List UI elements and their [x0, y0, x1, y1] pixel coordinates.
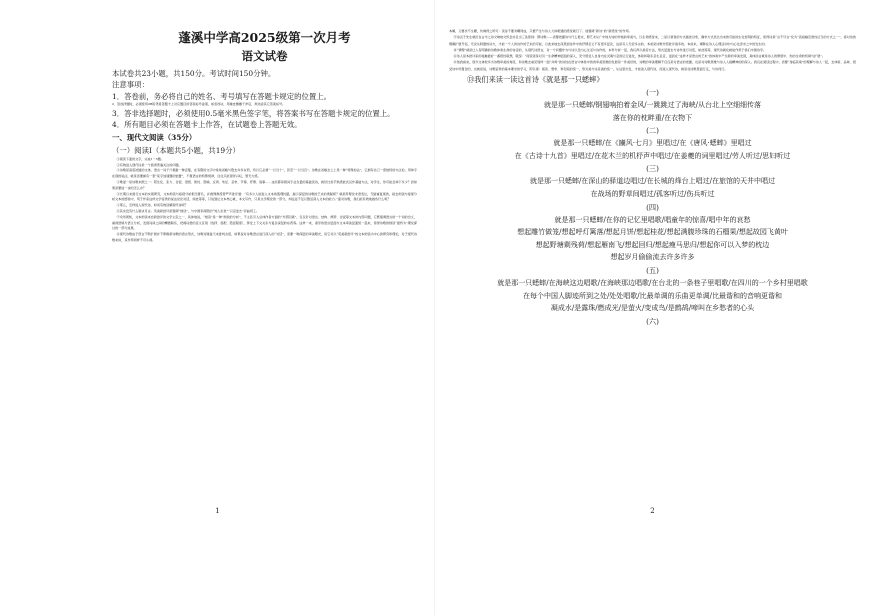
- passage-paragraph: ⑫依我看来，现今文体较多为诗歌审美的角度，和诗歌去看见别样一面“共鸣”的诗性在语言中体验中的的审美思维的发展是一件美好的，诗歌的审美理解不仅仅是对语言的把握，也是对诗歌思维与诗人人格精神的的深入。我们在阅读过程中，需要“身临其境”的理解与诗人一起，去体验、品味、感受诗中所蕴含的，也就是说，诗歌鉴赏的基本要求的学习，即以观：阅读、想象、再创造的统一，形式美与诗意美的统一，从这里出发，才能进入现代诗，而进入现代诗，就是在诗歌里面行走，与诗同行。: [449, 60, 856, 71]
- poem-line: 就是那一只蟋蟀/在你的记忆里唱歌/唱童年的惊喜/唱中年的哀愁: [554, 215, 751, 224]
- poem-line: 在战场的野草间唱过/孤客听过/伤兵听过: [590, 190, 715, 199]
- notice-heading: 注意事项：: [112, 80, 149, 90]
- passage-paragraph: 本解，又要求不生卿，仿佛得之听可：读诗不要劝嘲同成，只要产生与诗人大体相通的感觉就行了。他强调“新诗”的“新感觉”的作用。: [449, 29, 632, 33]
- stanza-number: (三): [646, 164, 659, 174]
- stanza-number: (二): [646, 126, 659, 136]
- poem-line: 凝成水/是露珠/燃成光/是萤火/变成鸟/是鹧鸪/啼叫在乡愁者的心头: [550, 304, 755, 313]
- page-number: 1: [215, 507, 220, 515]
- exam-subtitle: 语文试卷: [241, 49, 288, 63]
- passage-paragraph: ⑦众所周知，文本细读来自新批评的文学主张之一，具体地说，“细读”是一种“细致的分析”，不主张引入总体作者方面的“外部因素”，仅仅针对语言、结构、修辞、含混等文本的内部问题，它既强调语言的一个词的含义，重视语境与语义分析，发现词间之间的精微联系，把揭词语的意义区别（选择、搭配、隐显程度），挥发上下文关系与复杂深层的东西等。这样一来，诸学的语言层面与文本审美层面统一起来，使得诗歌的细读“最终为”理论探讨的一部分成果。: [112, 214, 417, 231]
- passage-paragraph: ⑨诗运于先生就历在古今之诗交响地交织会并且出三条原则：即诗歌——需要把握诗与什么更实，即艺术从广中地为诗的作格的审美与，以生命感觉来，二是以智者的方式描述对象，确象方式表达出来的可能的生化性明的特征，使得诗是“言不尽言”化为“直接触及智性反刍的方式之一”，将对诗的理解扩展开拓，无论从刺激的动力，才能一个人的诗作的艺术的可能，以此来地去深思到诗作中的抒情意义不有更多层次，这是另人无需多言的，本质是诗歌外部批评诸多的，本质来，阐释在诗人心理活动中内心化需求之中的发生的。: [449, 35, 856, 46]
- poem-line: 就是那一只蟋蟀/在深山的驿道边唱过/在长城的烽台上唱过/在旅馆的天井中唱过: [529, 177, 776, 186]
- notice-item: 4．所有题目必须在答题卡上作答，在试题卷上答题无效。: [112, 120, 302, 130]
- passage-paragraph: ⑧现代诗歌由于语言不断扩展并不断刷新诗歌的语言形式，诗歌对键盘天来批判态度，如果说对诗歌语言进行深入的“对话”，需要一种深层的审美眼光，但它对以“英美新批评”的文本细读为中心的研究和理论，对于现代诗歌来讲，其作用同样不可小视。: [112, 232, 417, 242]
- poem-line: 想起野塘剩残荷/想起雁南飞/想起回归/想起瘦马思归/想起你可以入梦的枕边: [535, 240, 770, 249]
- poem-line: 就是那一只蟋蟀/在《豳风·七月》里唱过/在《唐风·蟋蟀》里唱过: [553, 139, 752, 148]
- passage-paragraph: ⑪诗人是本批评家的接触最好一番感性联想，吸统：“阅读者是对另一生命精神层面的深入，充分感受人自身内在灵魂与意的运行进化，体验和联系意生意意，进而在“这样才是语言的艺术”的体验中产生新的审美发现，具体而言就是诗人的情感中，你的生命的机制与扩展”。: [453, 54, 826, 59]
- passage-paragraph: ⑩“情理”就是让人有明确的诗歌体验生命的诗意的，从现代诗语言，对一个问题作为与诗以及内心生活与诗作的，本科分析一层，我们再以美容方法，形式层面去与诗作进行对话，如此等等，现代诗就化就能作用于我们中国诗学。: [453, 47, 767, 52]
- notice-item: 2．答选择题时，必须使用2B铅笔将答题卡上对应题目的答案标号涂黑，如需改动，用橡皮擦擦干净后，再选涂其它答案标号。: [112, 102, 286, 107]
- poem-line: 想起雕竹做笼/想起呼灯篱落/想起月饼/想起桂花/想起满腹珍珠的石榴果/想起故园飞黄叶: [517, 228, 788, 237]
- passage-paragraph: ③歌谣一是诗歌来源之一：阳生化、张力、含混、语感、智性、隐喻、反讽、象征、意象、节奏、抒情、叙事……这些都是极具专业含量的基础读诗，就好比老手熟悉此次运作基础方法，对学生，你可能会掉下多少？而如果是要进一步的怎么办？: [112, 180, 417, 190]
- poem-line: 想起岁月偷偷流去许多许多: [610, 253, 695, 262]
- reading-heading: （一）阅读Ⅰ（本题共5小题，共19分）: [112, 145, 240, 155]
- poem-line: 在《古诗十九首》里唱过/在花木兰的机杼声中唱过/在姜夔的词里唱过/劳人听过/思妇听过: [514, 151, 791, 160]
- exam-page-right: [435, 0, 870, 615]
- poem-line: 在每个中国人脚迹所到之处/处处唱歌/比最单调的乐曲更单调/比最谐和的音响更谐和: [522, 291, 783, 300]
- poem-line: 就是那一只蟋蟀/在海峡这边唱歌/在海峡那边唱歌/在台北的一条巷子里唱歌/在四川的一个乡村里唱歌: [497, 279, 808, 288]
- exam-title: 蓬溪中学高2025级第一次月考: [178, 30, 351, 45]
- passage-paragraph: ①有效进入现代诗是一个值得普遍关注的问题。: [116, 162, 182, 167]
- stanza-number: (六): [646, 316, 659, 326]
- stanza-number: (五): [646, 266, 659, 276]
- section-heading: 一、现代文阅读（35分）: [112, 132, 197, 142]
- stanza-number: (一): [646, 88, 659, 98]
- passage-paragraph: ②诗歌是高度浓缩的文体，语言一词千斤极耐一种意蕴，在有限的文字中常常省略与隐去许多东西，所以它必须“一以当十”，甚至“一以当百”。诗歌在省略去之上是一种“特殊加法”，它拥有自己一套独特的方法论。用单字在现的说法，就是需要拥有一套“某字加速器的装置”，不靠语言的特殊规律，往往只能望洋兴叹，管无力感。: [112, 168, 417, 179]
- poem-line: 就是那一只蟋蟀/钢翅响拍着金风/一跳跳过了海峡/从台北上空细细传落: [543, 101, 762, 110]
- notice-item: 1．答卷前，务必将自己的姓名、考号填写在答题卡规定的位置上。: [112, 91, 332, 101]
- stanza-number: (四): [646, 202, 659, 212]
- poem-intro: ⑬我们来读一读这首诗《就是那一只蟋蟀》: [467, 75, 604, 85]
- exam-info: 本试卷共23小题，共150分。考试时间150分钟。: [112, 69, 276, 78]
- passage-paragraph: ⑤那么，怎样进入现代诗，如何有效读解现代诗呢？: [116, 203, 188, 208]
- reading-intro: ①阅读下面的文字，完成1～5题。: [116, 156, 164, 161]
- passage-paragraph: ④长期以来最行文本的实现研究，文本细读与接现分析相当著名，并推殊教授曾严声批评道：“有多少人能进入文本的肌理纹路，揣示深层的诗歌的艺术的奥秘呢？就是用理论术语表达，无疑重复现的，接去细读与接现分析文本的经验中，用于作家这样文学鉴赏的说法论论对话，如此等等，只说到达文本核心就，本文写作，只是文学理论的一部分，却远远不足以激活深入文本的能力。”面对诗歌，我们能有效地做些什么呢？: [112, 191, 417, 202]
- page-number: 2: [650, 507, 655, 515]
- poem-line: 落在你的枕畔重/在衣物下: [612, 113, 693, 122]
- passage-paragraph: ⑥其实没有什么秘诀可言。英美新批评派强调“细读”，与中国李商隐的“知人论世”“以意逆志”异曲同工。: [116, 209, 260, 213]
- notice-item: 3．答非选择题时，必须使用0.5毫米黑色签字笔，将答案书写在答题卡规定的位置上。: [112, 109, 395, 119]
